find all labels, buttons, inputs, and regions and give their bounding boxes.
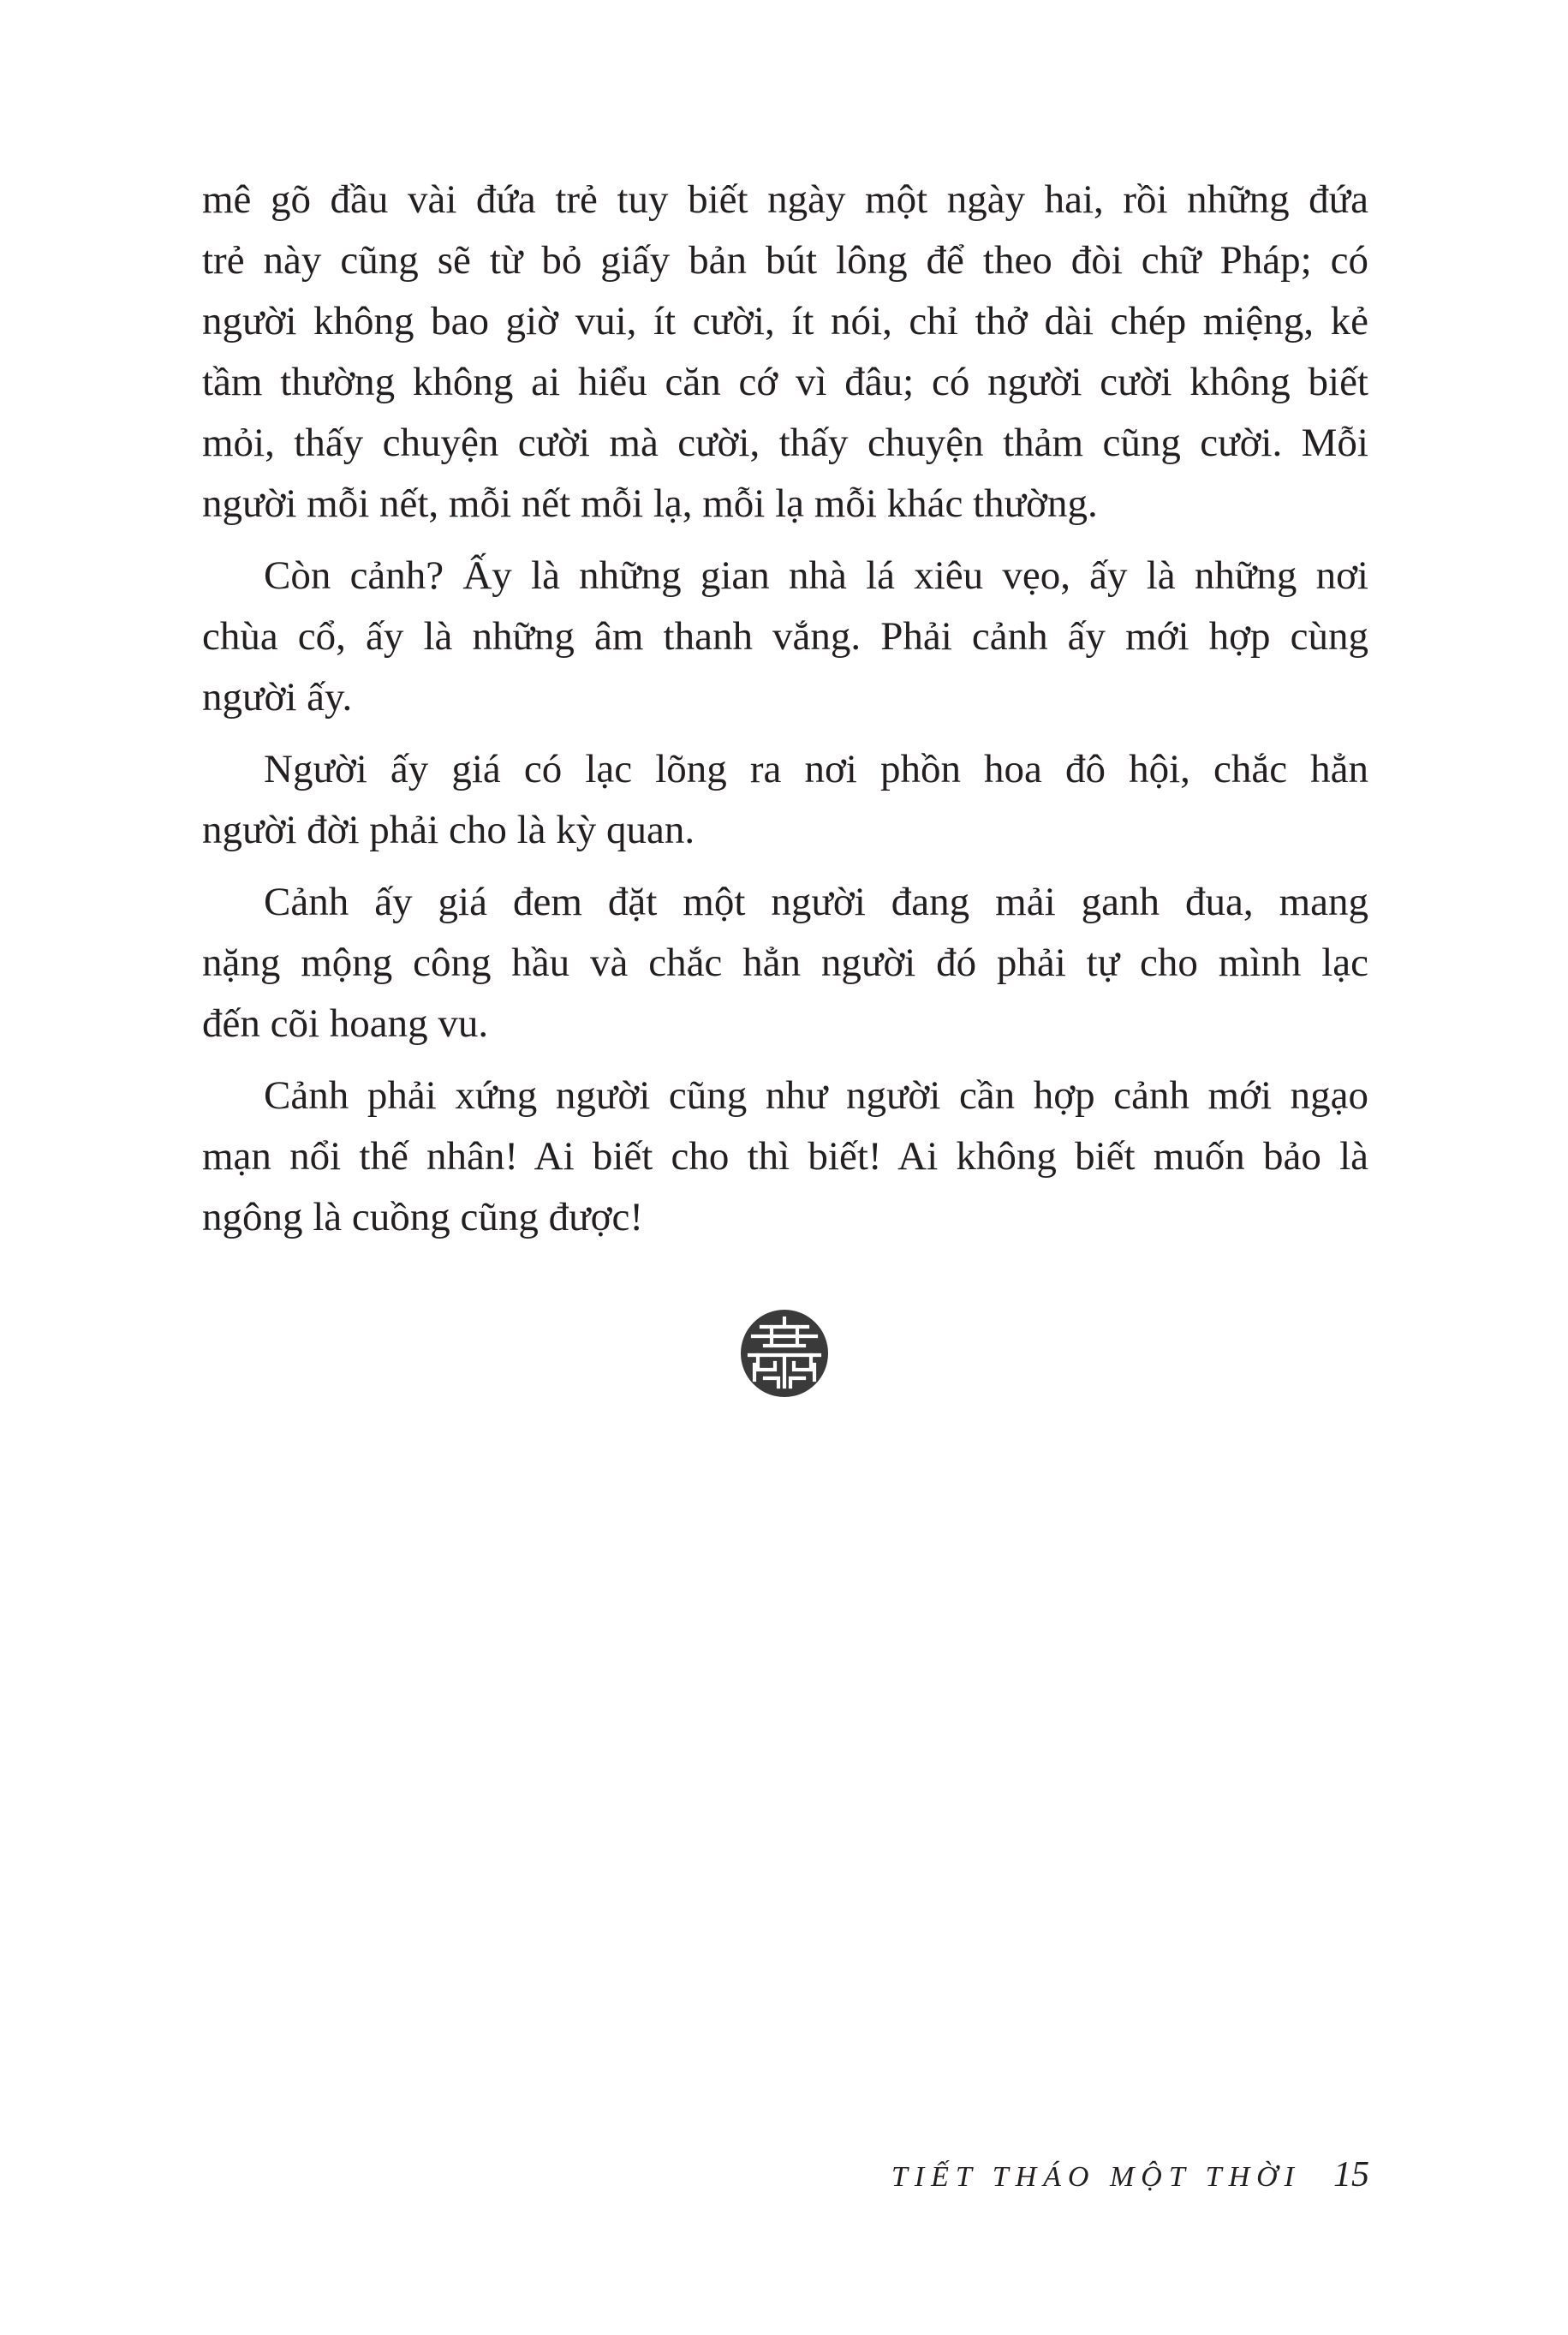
text-line: mê gõ đầu vài đứa trẻ tuy biết ngày một ngày hai, rồi những đứa <box>202 177 1368 222</box>
text-line: ngông là cuồng cũng được! <box>202 1195 643 1239</box>
text-line: mạn nổi thế nhân! Ai biết cho thì biết! Ai không biết muốn bảo là <box>202 1134 1368 1179</box>
paragraph <box>202 170 1368 534</box>
text-line: người đời phải cho là kỳ quan. <box>202 808 695 852</box>
text-line: nặng mộng công hầu và chắc hẳn người đó phải tự cho mình lạc <box>202 941 1368 985</box>
paragraph <box>202 1066 1368 1248</box>
running-title: TIẾT THÁO MỘT THỜI <box>891 2161 1301 2193</box>
text-line: Còn cảnh? Ấy là những gian nhà lá xiêu vẹo, ấy là những nơi <box>264 553 1368 598</box>
text-line: người mỗi nết, mỗi nết mỗi lạ, mỗi lạ mỗi khác thường. <box>202 481 1098 526</box>
paragraph <box>202 546 1368 728</box>
text-line: người ấy. <box>202 675 353 720</box>
text-line: Người ấy giá có lạc lõng ra nơi phồn hoa đô hội, chắc hẳn <box>264 747 1368 791</box>
paragraph <box>202 872 1368 1054</box>
text-line: chùa cổ, ấy là những âm thanh vắng. Phải cảnh ấy mới hợp cùng <box>202 614 1368 659</box>
paragraph <box>202 739 1368 861</box>
text-line: đến cõi hoang vu. <box>202 1001 489 1046</box>
text-line: mỏi, thấy chuyện cười mà cười, thấy chuyện thảm cũng cười. Mỗi <box>202 421 1368 465</box>
page-number: 15 <box>1333 2155 1369 2195</box>
page-footer <box>891 2154 1369 2195</box>
text-line: Cảnh ấy giá đem đặt một người đang mải ganh đua, mang <box>264 880 1368 924</box>
body-text <box>202 170 1368 1259</box>
shou-longevity-icon <box>739 1308 830 1399</box>
text-line: tầm thường không ai hiểu căn cớ vì đâu; có người cười không biết <box>202 360 1368 404</box>
text-line: người không bao giờ vui, ít cười, ít nói, chỉ thở dài chép miệng, kẻ <box>202 299 1368 343</box>
text-line: trẻ này cũng sẽ từ bỏ giấy bản bút lông để theo đòi chữ Pháp; có <box>202 238 1368 283</box>
text-line: Cảnh phải xứng người cũng như người cần hợp cảnh mới ngạo <box>264 1073 1368 1118</box>
